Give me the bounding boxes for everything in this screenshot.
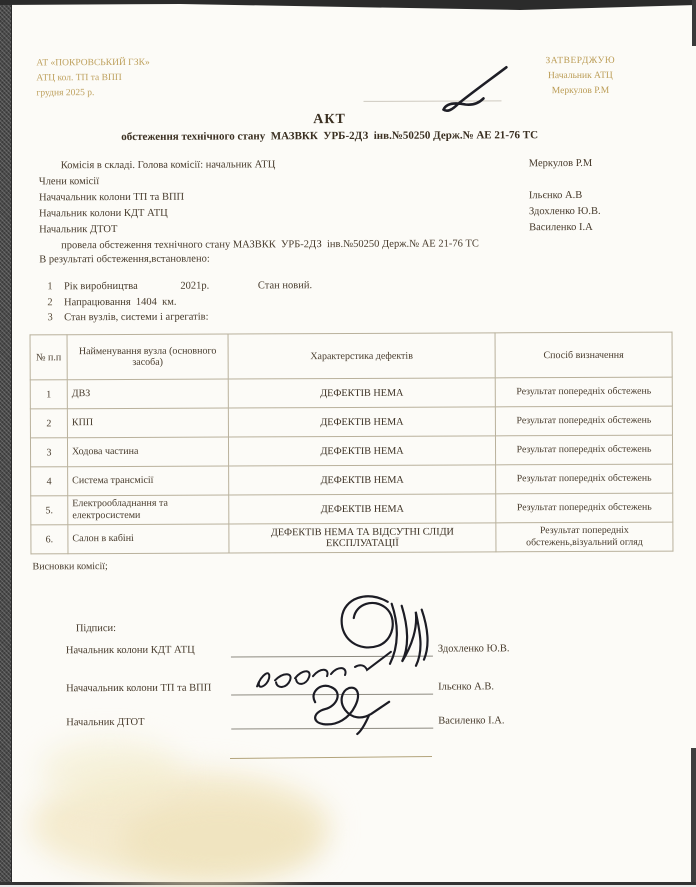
header-unit: Найменування вузла (основного засоба)	[67, 334, 228, 380]
member-role: Начальник колони КДТ АТЦ	[38, 207, 168, 220]
signatures-label: Підписи:	[75, 623, 117, 635]
results-intro: В результаті обстеження,встановлено:	[39, 253, 210, 266]
approval-block	[520, 54, 640, 100]
org-stamp-line: АТЦ кол. ТП та ВПП	[36, 72, 122, 84]
signature-line	[231, 728, 433, 730]
signer-role: Начальник колони КДТ АТЦ	[65, 644, 195, 657]
cell-unit: ДВЗ	[67, 379, 228, 409]
member-role: Начальник ДТОТ	[39, 224, 118, 236]
list-item	[47, 294, 312, 311]
results-list	[47, 278, 312, 326]
cell-unit: КПП	[67, 408, 228, 438]
item-label: Стан вузлів, системи і агрегатів:	[64, 311, 209, 324]
defects-table	[30, 332, 674, 555]
header-defects: Характерстика дефектів	[228, 333, 495, 379]
cell-unit: Електрообладнання та електросистеми	[68, 495, 229, 525]
approval-role: Начальник АТЦ	[548, 70, 613, 82]
cell-num: 6.	[31, 525, 68, 554]
cell-num: 3	[30, 438, 67, 467]
cell-method: Результат попередніх обстежень	[495, 377, 672, 407]
item-extra: Стан новий.	[257, 280, 313, 292]
cell-method: Результат попередніх обстежень	[496, 464, 673, 494]
table-row	[30, 435, 672, 467]
list-item	[47, 278, 312, 295]
signer-role: Начачальник колони ТП та ВПП	[66, 682, 212, 695]
cell-unit: Салон в кабіні	[68, 524, 229, 554]
item-value: 2021р.	[180, 280, 210, 292]
cell-method: Результат попередніх обстежень	[495, 406, 672, 436]
conclusions-label: Висновки комісії;	[32, 561, 108, 573]
org-stamp-line: грудня 2025 р.	[36, 88, 95, 99]
table-row	[30, 377, 672, 409]
cell-num: 4	[31, 467, 68, 496]
signature-stroke-zdokhlenko	[326, 588, 441, 674]
approval-signature-line	[364, 100, 502, 102]
cell-defects: ДЕФЕКТІВ НЕМА	[229, 465, 496, 495]
commission-head-label: Комісія в складі. Голова комісії: начальник АТЦ	[60, 159, 276, 172]
table-header-row	[30, 332, 672, 380]
approval-word: ЗАТВЕРДЖУЮ	[545, 55, 616, 67]
signature-row	[66, 715, 566, 729]
table-row	[30, 406, 672, 438]
table-row	[31, 493, 673, 525]
table-row	[31, 522, 673, 554]
signer-role: Начальник ДТОТ	[66, 716, 145, 729]
table-row	[31, 464, 673, 496]
cell-num: 1	[30, 380, 67, 409]
member-name: Здохленко Ю.В.	[528, 205, 601, 218]
cell-defects: ДЕФЕКТІВ НЕМА	[228, 378, 495, 408]
cell-method: Результат попередніх обстежень	[496, 493, 673, 523]
signature-row	[65, 643, 566, 657]
list-item	[47, 309, 312, 326]
signer-name: Ільєнко А.В.	[438, 681, 495, 693]
cell-defects: ДЕФЕКТІВ НЕМА	[228, 407, 495, 437]
item-number: 1	[47, 281, 53, 293]
org-stamp	[36, 56, 150, 101]
title-block	[24, 111, 636, 144]
page-subtitle: обстеження технічного стану МАЗВКК УРБ-2ДЗ інв.№50250 Держ.№ АЕ 21-76 ТС	[121, 129, 539, 143]
page-title: АКТ	[313, 112, 346, 128]
signature-row	[66, 681, 566, 695]
item-number: 2	[47, 296, 53, 308]
header-method: Спосіб визначення	[495, 332, 672, 378]
commission-head-name: Меркулов Р.М	[528, 157, 593, 170]
signer-name: Здохленко Ю.В.	[437, 643, 510, 655]
signer-name: Василенко І.А.	[438, 715, 505, 727]
signature-line	[231, 694, 433, 696]
cell-num: 2	[30, 409, 67, 438]
item-label: Рік виробництва	[63, 280, 138, 293]
approval-name: Меркулов Р.М	[551, 85, 610, 97]
header-num: № п.п	[30, 335, 67, 380]
member-name: Ільєнко А.В	[528, 189, 583, 202]
item-number: 3	[47, 312, 53, 324]
signature-line	[231, 656, 433, 658]
org-stamp-line: АТ «ПОКРОВСЬКИЙ ГЗК»	[36, 57, 150, 69]
cell-method: Результат попередніх обстежень	[495, 435, 672, 465]
cell-defects: ДЕФЕКТІВ НЕМА	[228, 436, 495, 466]
item-label: Напрацювання 1404 км.	[63, 296, 177, 308]
cell-unit: Система трансмісії	[68, 466, 229, 496]
cell-defects: ДЕФЕКТІВ НЕМА	[229, 494, 496, 524]
cell-method: Результат попередніх обстежень,візуальний огляд	[496, 522, 673, 552]
member-role: Начачальник колони ТП та ВПП	[38, 191, 185, 204]
cell-num: 5.	[31, 496, 68, 525]
cell-unit: Ходова частина	[67, 437, 228, 467]
commission-members-label: Члени комісії	[38, 176, 100, 188]
commission-action-line: провела обстеження технічного стану МАЗВКК УРБ-2ДЗ інв.№50250 Держ.№ АЕ 21-76 ТС	[61, 238, 479, 252]
cell-defects: ДЕФЕКТІВ НЕМА ТА ВІДСУТНІ СЛІДИ ЕКСПЛУАТАЦІЇ	[229, 523, 496, 553]
commission-section	[39, 156, 659, 255]
member-name: Василенко І.А	[529, 221, 593, 234]
